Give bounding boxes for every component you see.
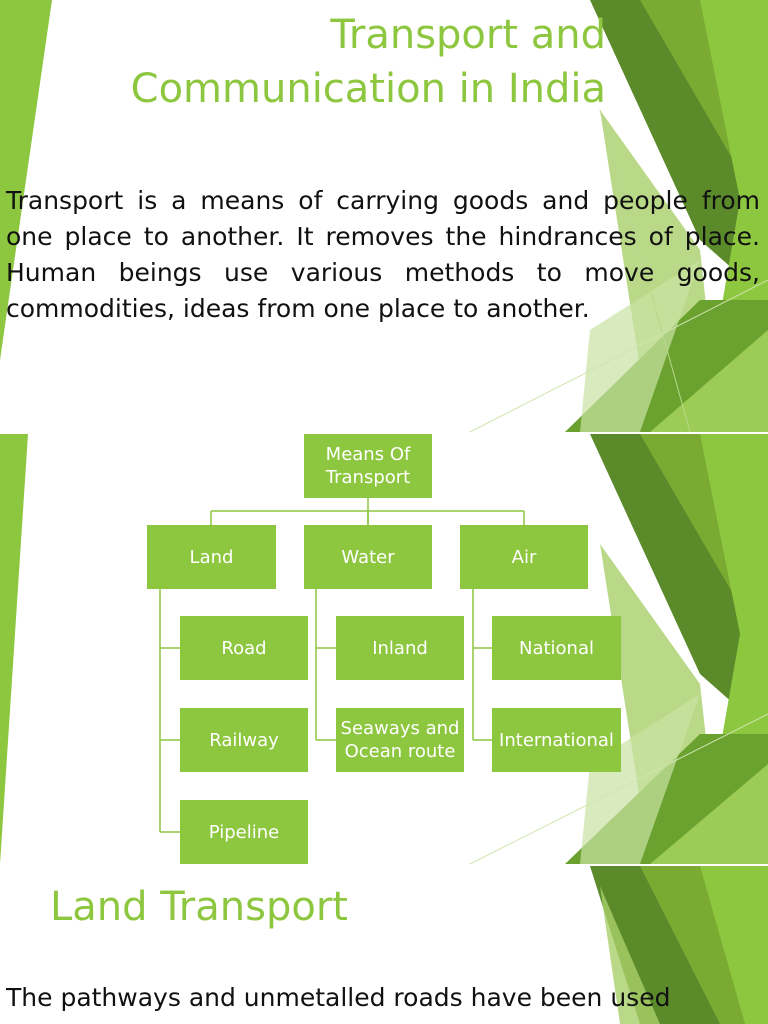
land-transport-paragraph: The pathways and unmetalled roads have been used [6, 983, 671, 1012]
slide-1-title [46, 8, 606, 116]
node-air [460, 525, 588, 589]
slide-2 [0, 434, 768, 864]
node-inland [336, 616, 464, 680]
node-railway [180, 708, 308, 772]
node-pipeline [180, 800, 308, 864]
title-line-2: Communication in India [130, 66, 606, 112]
node-label: Water [341, 546, 395, 568]
slide-1 [0, 0, 768, 432]
node-seaways-ocean-route [336, 708, 464, 772]
node-label: Means Of Transport [325, 444, 411, 488]
node-label: Seaways and Ocean route [340, 718, 460, 762]
node-label: Inland [372, 637, 428, 659]
land-transport-heading: Land Transport [50, 884, 348, 930]
node-label: Land [189, 546, 234, 568]
node-road [180, 616, 308, 680]
title-line-1: Transport and [330, 12, 606, 58]
node-label: Road [221, 637, 267, 659]
node-label: Pipeline [208, 821, 280, 843]
node-label: Railway [209, 729, 279, 751]
slide-3 [0, 866, 768, 1024]
intro-paragraph: Transport is a means of carrying goods and people from one place to another. It removes the hindrances of place. Human beings use various methods to move goods, commodities, ideas from one place to another. [6, 186, 760, 323]
node-label: International [499, 729, 614, 751]
node-label: National [518, 637, 594, 659]
node-international [492, 708, 621, 772]
node-national [492, 616, 621, 680]
node-means-of-transport [304, 434, 432, 498]
node-water [304, 525, 432, 589]
node-land [147, 525, 276, 589]
node-label: Air [511, 546, 537, 568]
